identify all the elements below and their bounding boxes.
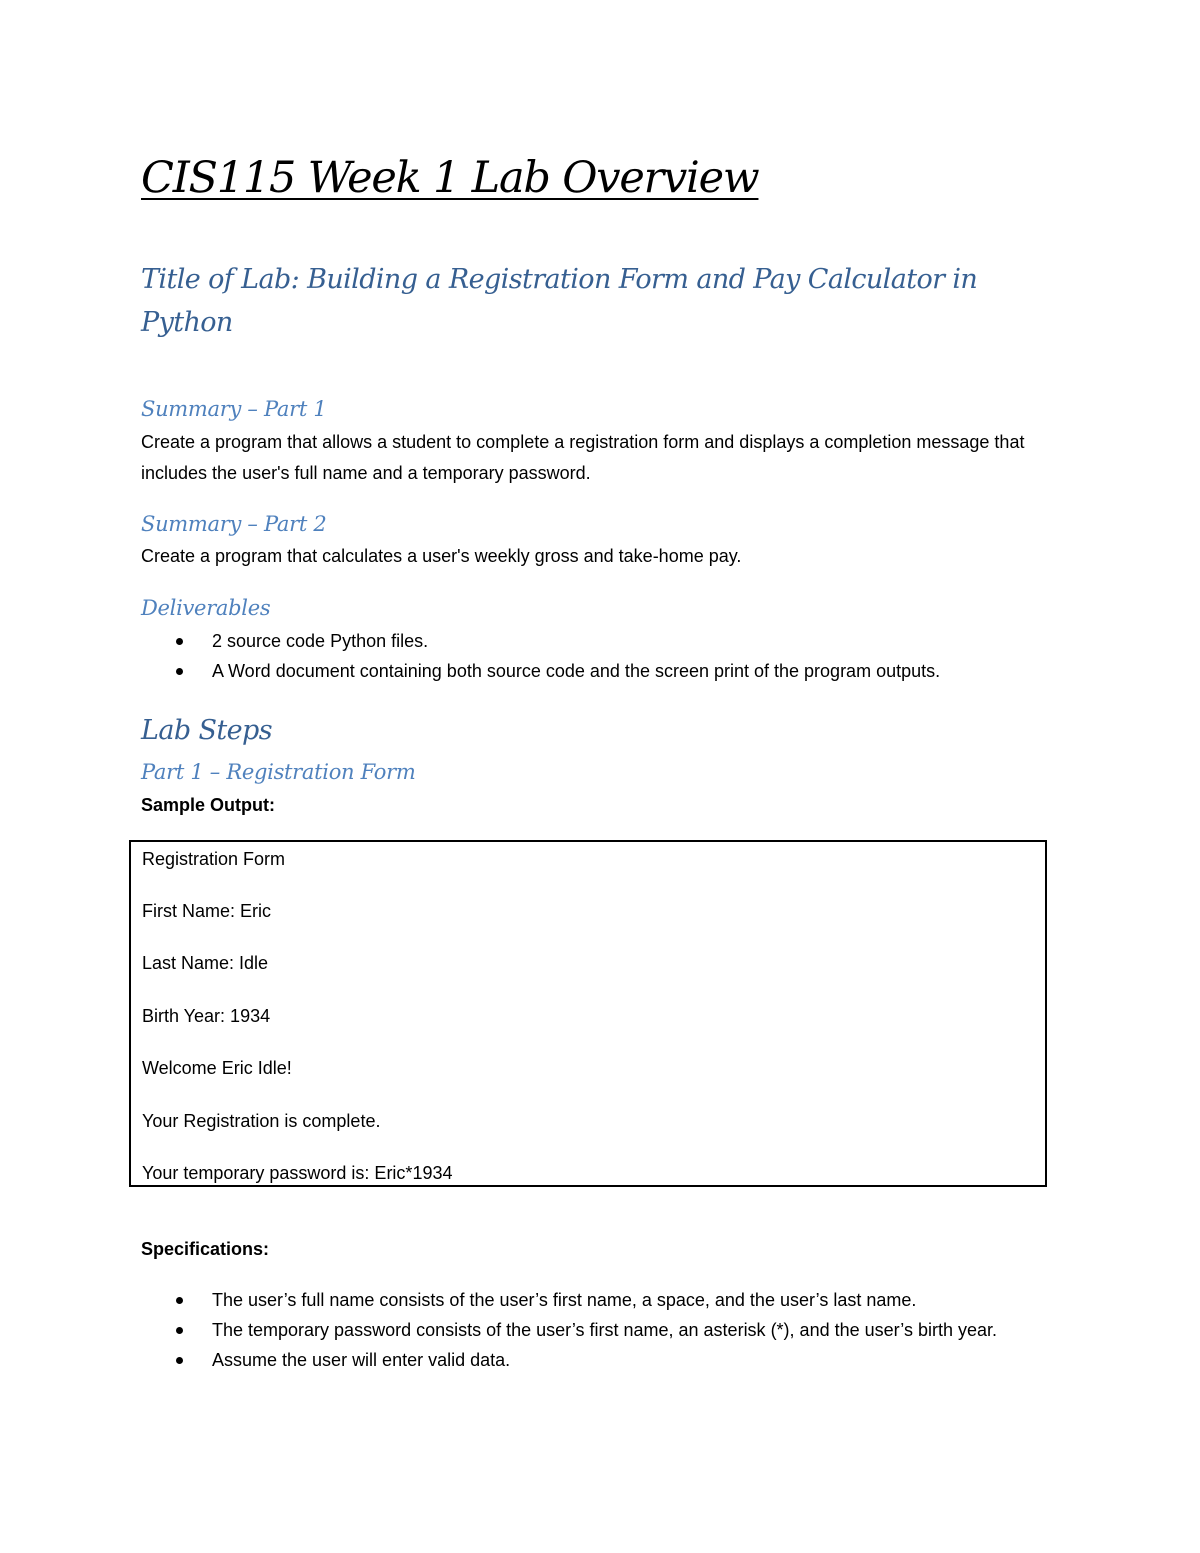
output-line: Welcome Eric Idle! bbox=[142, 1058, 292, 1078]
list-item bbox=[141, 656, 1041, 686]
bullet-icon bbox=[176, 668, 183, 675]
specifications-label: Specifications: bbox=[141, 1239, 270, 1259]
output-line: First Name: Eric bbox=[142, 901, 272, 921]
deliverables-list bbox=[141, 626, 1041, 686]
deliverable-text: A Word document containing both source code and the screen print of the program outputs. bbox=[212, 661, 941, 681]
bullet-icon bbox=[176, 638, 183, 645]
part1-heading: Part 1 – Registration Form bbox=[141, 760, 416, 784]
summary-part1-heading: Summary – Part 1 bbox=[141, 397, 327, 421]
list-item bbox=[141, 626, 1041, 656]
output-line: Registration Form bbox=[142, 849, 286, 869]
bullet-icon bbox=[176, 1297, 183, 1304]
bullet-icon bbox=[176, 1357, 183, 1364]
output-line: Your Registration is complete. bbox=[142, 1111, 381, 1131]
deliverable-text: 2 source code Python files. bbox=[212, 631, 429, 651]
deliverables-heading: Deliverables bbox=[141, 596, 271, 620]
summary-part2-heading: Summary – Part 2 bbox=[141, 512, 327, 536]
specification-text: Assume the user will enter valid data. bbox=[212, 1350, 511, 1370]
specification-text: The temporary password consists of the user’s first name, an asterisk (*), and the user’s birth year. bbox=[212, 1320, 998, 1340]
output-line: Your temporary password is: Eric*1934 bbox=[142, 1163, 453, 1183]
output-line: Birth Year: 1934 bbox=[142, 1006, 271, 1026]
summary-part1-text: Create a program that allows a student to complete a registration form and displays a completion message that includes the user's full name and a temporary password. bbox=[141, 432, 1025, 483]
list-item bbox=[141, 1285, 1041, 1315]
lab-title: Title of Lab: Building a Registration Form and Pay Calculator in Python bbox=[141, 264, 978, 338]
specification-text: The user’s full name consists of the user’s first name, a space, and the user’s last name. bbox=[212, 1290, 917, 1310]
output-line: Last Name: Idle bbox=[142, 953, 269, 973]
specifications-list bbox=[141, 1285, 1041, 1375]
document-title: CIS115 Week 1 Lab Overview bbox=[141, 153, 759, 203]
sample-output-box bbox=[129, 840, 1047, 1187]
list-item bbox=[141, 1345, 1041, 1375]
bullet-icon bbox=[176, 1327, 183, 1334]
list-item bbox=[141, 1315, 1041, 1345]
lab-steps-heading: Lab Steps bbox=[141, 715, 272, 746]
sample-output-label: Sample Output: bbox=[141, 795, 275, 815]
summary-part2-text: Create a program that calculates a user's weekly gross and take-home pay. bbox=[141, 546, 742, 566]
